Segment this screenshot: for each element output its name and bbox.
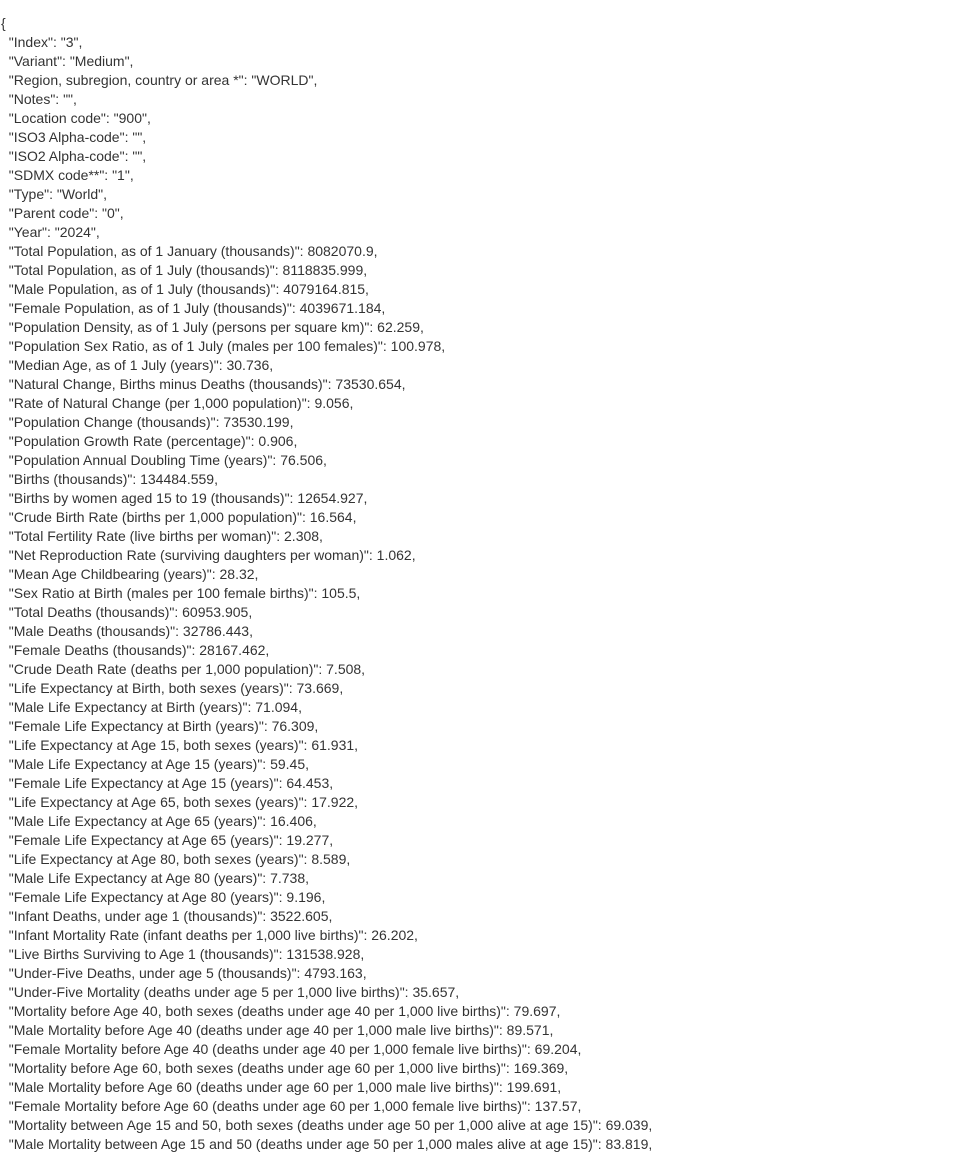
json-line: "Mean Age Childbearing (years)": 28.32, [1, 566, 259, 582]
json-line: "Male Mortality between Age 15 and 50 (deaths under age 50 per 1,000 males alive at age 15)": 83.819, [1, 1136, 653, 1152]
json-line: "Net Reproduction Rate (surviving daughters per woman)": 1.062, [1, 547, 416, 563]
json-line: "Type": "World", [1, 186, 107, 202]
json-line: "Population Growth Rate (percentage)": 0.906, [1, 433, 298, 449]
json-line: "Male Life Expectancy at Age 80 (years)": 7.738, [1, 870, 309, 886]
json-line: "Variant": "Medium", [1, 53, 134, 69]
json-line: "ISO2 Alpha-code": "", [1, 148, 147, 164]
json-line: "Year": "2024", [1, 224, 100, 240]
json-line: "Median Age, as of 1 July (years)": 30.736, [1, 357, 274, 373]
json-line: "Sex Ratio at Birth (males per 100 female births)": 105.5, [1, 585, 361, 601]
json-line: "Population Density, as of 1 July (persons per square km)": 62.259, [1, 319, 424, 335]
json-line: "Male Life Expectancy at Age 15 (years)": 59.45, [1, 756, 309, 772]
json-line: "Crude Birth Rate (births per 1,000 population)": 16.564, [1, 509, 357, 525]
json-line: { [1, 15, 6, 31]
json-line: "Male Life Expectancy at Birth (years)": 71.094, [1, 699, 302, 715]
json-line: "Female Life Expectancy at Age 15 (years)": 64.453, [1, 775, 334, 791]
json-line: "Mortality before Age 40, both sexes (deaths under age 40 per 1,000 live births)": 79.697, [1, 1003, 561, 1019]
json-line: "Rate of Natural Change (per 1,000 population)": 9.056, [1, 395, 354, 411]
json-line: "Total Deaths (thousands)": 60953.905, [1, 604, 253, 620]
json-line: "Male Deaths (thousands)": 32786.443, [1, 623, 253, 639]
json-line: "Life Expectancy at Age 65, both sexes (years)": 17.922, [1, 794, 359, 810]
json-line: "Male Population, as of 1 July (thousands)": 4079164.815, [1, 281, 369, 297]
json-line: "Mortality between Age 15 and 50, both sexes (deaths under age 50 per 1,000 alive at age 15)": 69.039, [1, 1117, 653, 1133]
json-line: "Population Annual Doubling Time (years)": 76.506, [1, 452, 327, 468]
json-line: "Under-Five Deaths, under age 5 (thousands)": 4793.163, [1, 965, 367, 981]
json-line: "Region, subregion, country or area *": "WORLD", [1, 72, 318, 88]
json-line: "Female Deaths (thousands)": 28167.462, [1, 642, 270, 658]
json-line: "Female Life Expectancy at Age 80 (years)": 9.196, [1, 889, 326, 905]
json-line: "Notes": "", [1, 91, 77, 107]
json-line: "Life Expectancy at Birth, both sexes (years)": 73.669, [1, 680, 344, 696]
json-line: "Births (thousands)": 134484.559, [1, 471, 218, 487]
json-line: "Life Expectancy at Age 15, both sexes (years)": 61.931, [1, 737, 359, 753]
json-line: "Mortality before Age 60, both sexes (deaths under age 60 per 1,000 live births)": 169.369, [1, 1060, 569, 1076]
json-line: "Live Births Surviving to Age 1 (thousands)": 131538.928, [1, 946, 365, 962]
json-line: "Female Mortality before Age 60 (deaths under age 60 per 1,000 female live births)": 137.57, [1, 1098, 582, 1114]
json-line: "Male Mortality before Age 60 (deaths under age 60 per 1,000 male live births)": 199.691, [1, 1079, 562, 1095]
json-line: "Female Life Expectancy at Age 65 (years)": 19.277, [1, 832, 334, 848]
json-line: "ISO3 Alpha-code": "", [1, 129, 147, 145]
json-line: "Natural Change, Births minus Deaths (thousands)": 73530.654, [1, 376, 406, 392]
json-line: "SDMX code**": "1", [1, 167, 134, 183]
json-line: "Female Mortality before Age 40 (deaths under age 40 per 1,000 female live births)": 69.204, [1, 1041, 582, 1057]
json-line: "Population Sex Ratio, as of 1 July (males per 100 females)": 100.978, [1, 338, 446, 354]
json-line: "Infant Deaths, under age 1 (thousands)": 3522.605, [1, 908, 333, 924]
json-line: "Under-Five Mortality (deaths under age 5 per 1,000 live births)": 35.657, [1, 984, 460, 1000]
json-line: "Location code": "900", [1, 110, 151, 126]
json-line: "Total Population, as of 1 January (thousands)": 8082070.9, [1, 243, 378, 259]
json-line: "Male Life Expectancy at Age 65 (years)": 16.406, [1, 813, 317, 829]
json-line: "Male Mortality before Age 40 (deaths under age 40 per 1,000 male live births)": 89.571, [1, 1022, 554, 1038]
json-line: "Total Population, as of 1 July (thousands)": 8118835.999, [1, 262, 368, 278]
json-line: "Crude Death Rate (deaths per 1,000 population)": 7.508, [1, 661, 366, 677]
json-line: "Female Life Expectancy at Birth (years)": 76.309, [1, 718, 319, 734]
json-line: "Infant Mortality Rate (infant deaths per 1,000 live births)": 26.202, [1, 927, 418, 943]
json-line: "Female Population, as of 1 July (thousands)": 4039671.184, [1, 300, 386, 316]
json-line: "Total Fertility Rate (live births per woman)": 2.308, [1, 528, 323, 544]
json-line: "Births by women aged 15 to 19 (thousands)": 12654.927, [1, 490, 368, 506]
json-line: "Parent code": "0", [1, 205, 124, 221]
json-line: "Life Expectancy at Age 80, both sexes (years)": 8.589, [1, 851, 351, 867]
json-line: "Index": "3", [1, 34, 83, 50]
json-line: "Population Change (thousands)": 73530.199, [1, 414, 294, 430]
